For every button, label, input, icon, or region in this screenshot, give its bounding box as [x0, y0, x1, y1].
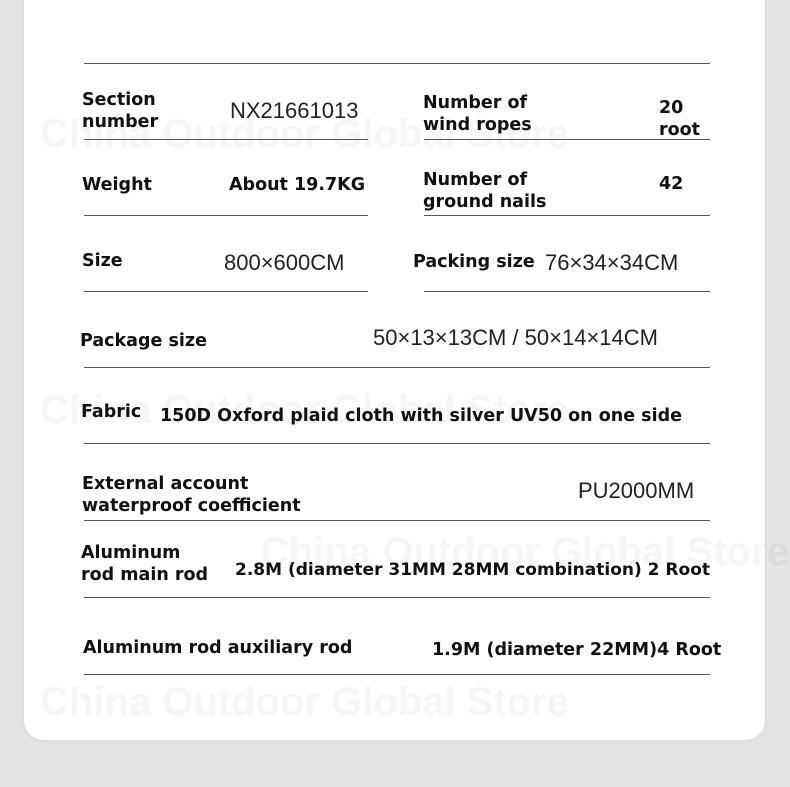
divider — [84, 443, 710, 444]
divider — [84, 367, 710, 368]
packing-size-value: 76×34×34CM — [545, 250, 679, 275]
ground-nails-value: 42 — [659, 174, 684, 194]
aux-rod-label: Aluminum rod auxiliary rod — [83, 638, 353, 658]
divider — [84, 597, 710, 598]
fabric-value: 150D Oxford plaid cloth with silver UV50 on one side — [160, 406, 682, 426]
divider — [424, 215, 710, 216]
waterproof-label: External account waterproof coefficient — [82, 474, 301, 516]
divider — [84, 674, 710, 675]
wind-ropes-label: Number of wind ropes — [423, 93, 532, 135]
divider — [84, 291, 368, 292]
waterproof-value: PU2000MM — [578, 478, 695, 503]
divider — [84, 520, 710, 521]
main-rod-value: 2.8M (diameter 31MM 28MM combination) 2 Root — [235, 560, 710, 580]
section-number-label: Section number — [82, 90, 159, 132]
divider — [84, 139, 368, 140]
weight-value: About 19.7KG — [229, 175, 366, 195]
aux-rod-value: 1.9M (diameter 22MM)4 Root — [432, 640, 722, 660]
divider — [424, 291, 710, 292]
fabric-label: Fabric — [81, 402, 142, 422]
package-size-label: Package size — [80, 331, 207, 351]
ground-nails-label: Number of ground nails — [423, 170, 547, 212]
section-number-value: NX21661013 — [230, 98, 359, 123]
package-size-value: 50×13×13CM / 50×14×14CM — [373, 325, 658, 350]
size-label: Size — [82, 251, 123, 271]
packing-size-label: Packing size — [413, 252, 535, 272]
weight-label: Weight — [82, 175, 152, 195]
divider — [84, 63, 710, 64]
size-value: 800×600CM — [224, 250, 345, 275]
main-rod-label: Aluminum rod main rod — [81, 543, 209, 585]
wind-ropes-value: 20 root — [659, 98, 701, 140]
divider — [84, 215, 368, 216]
